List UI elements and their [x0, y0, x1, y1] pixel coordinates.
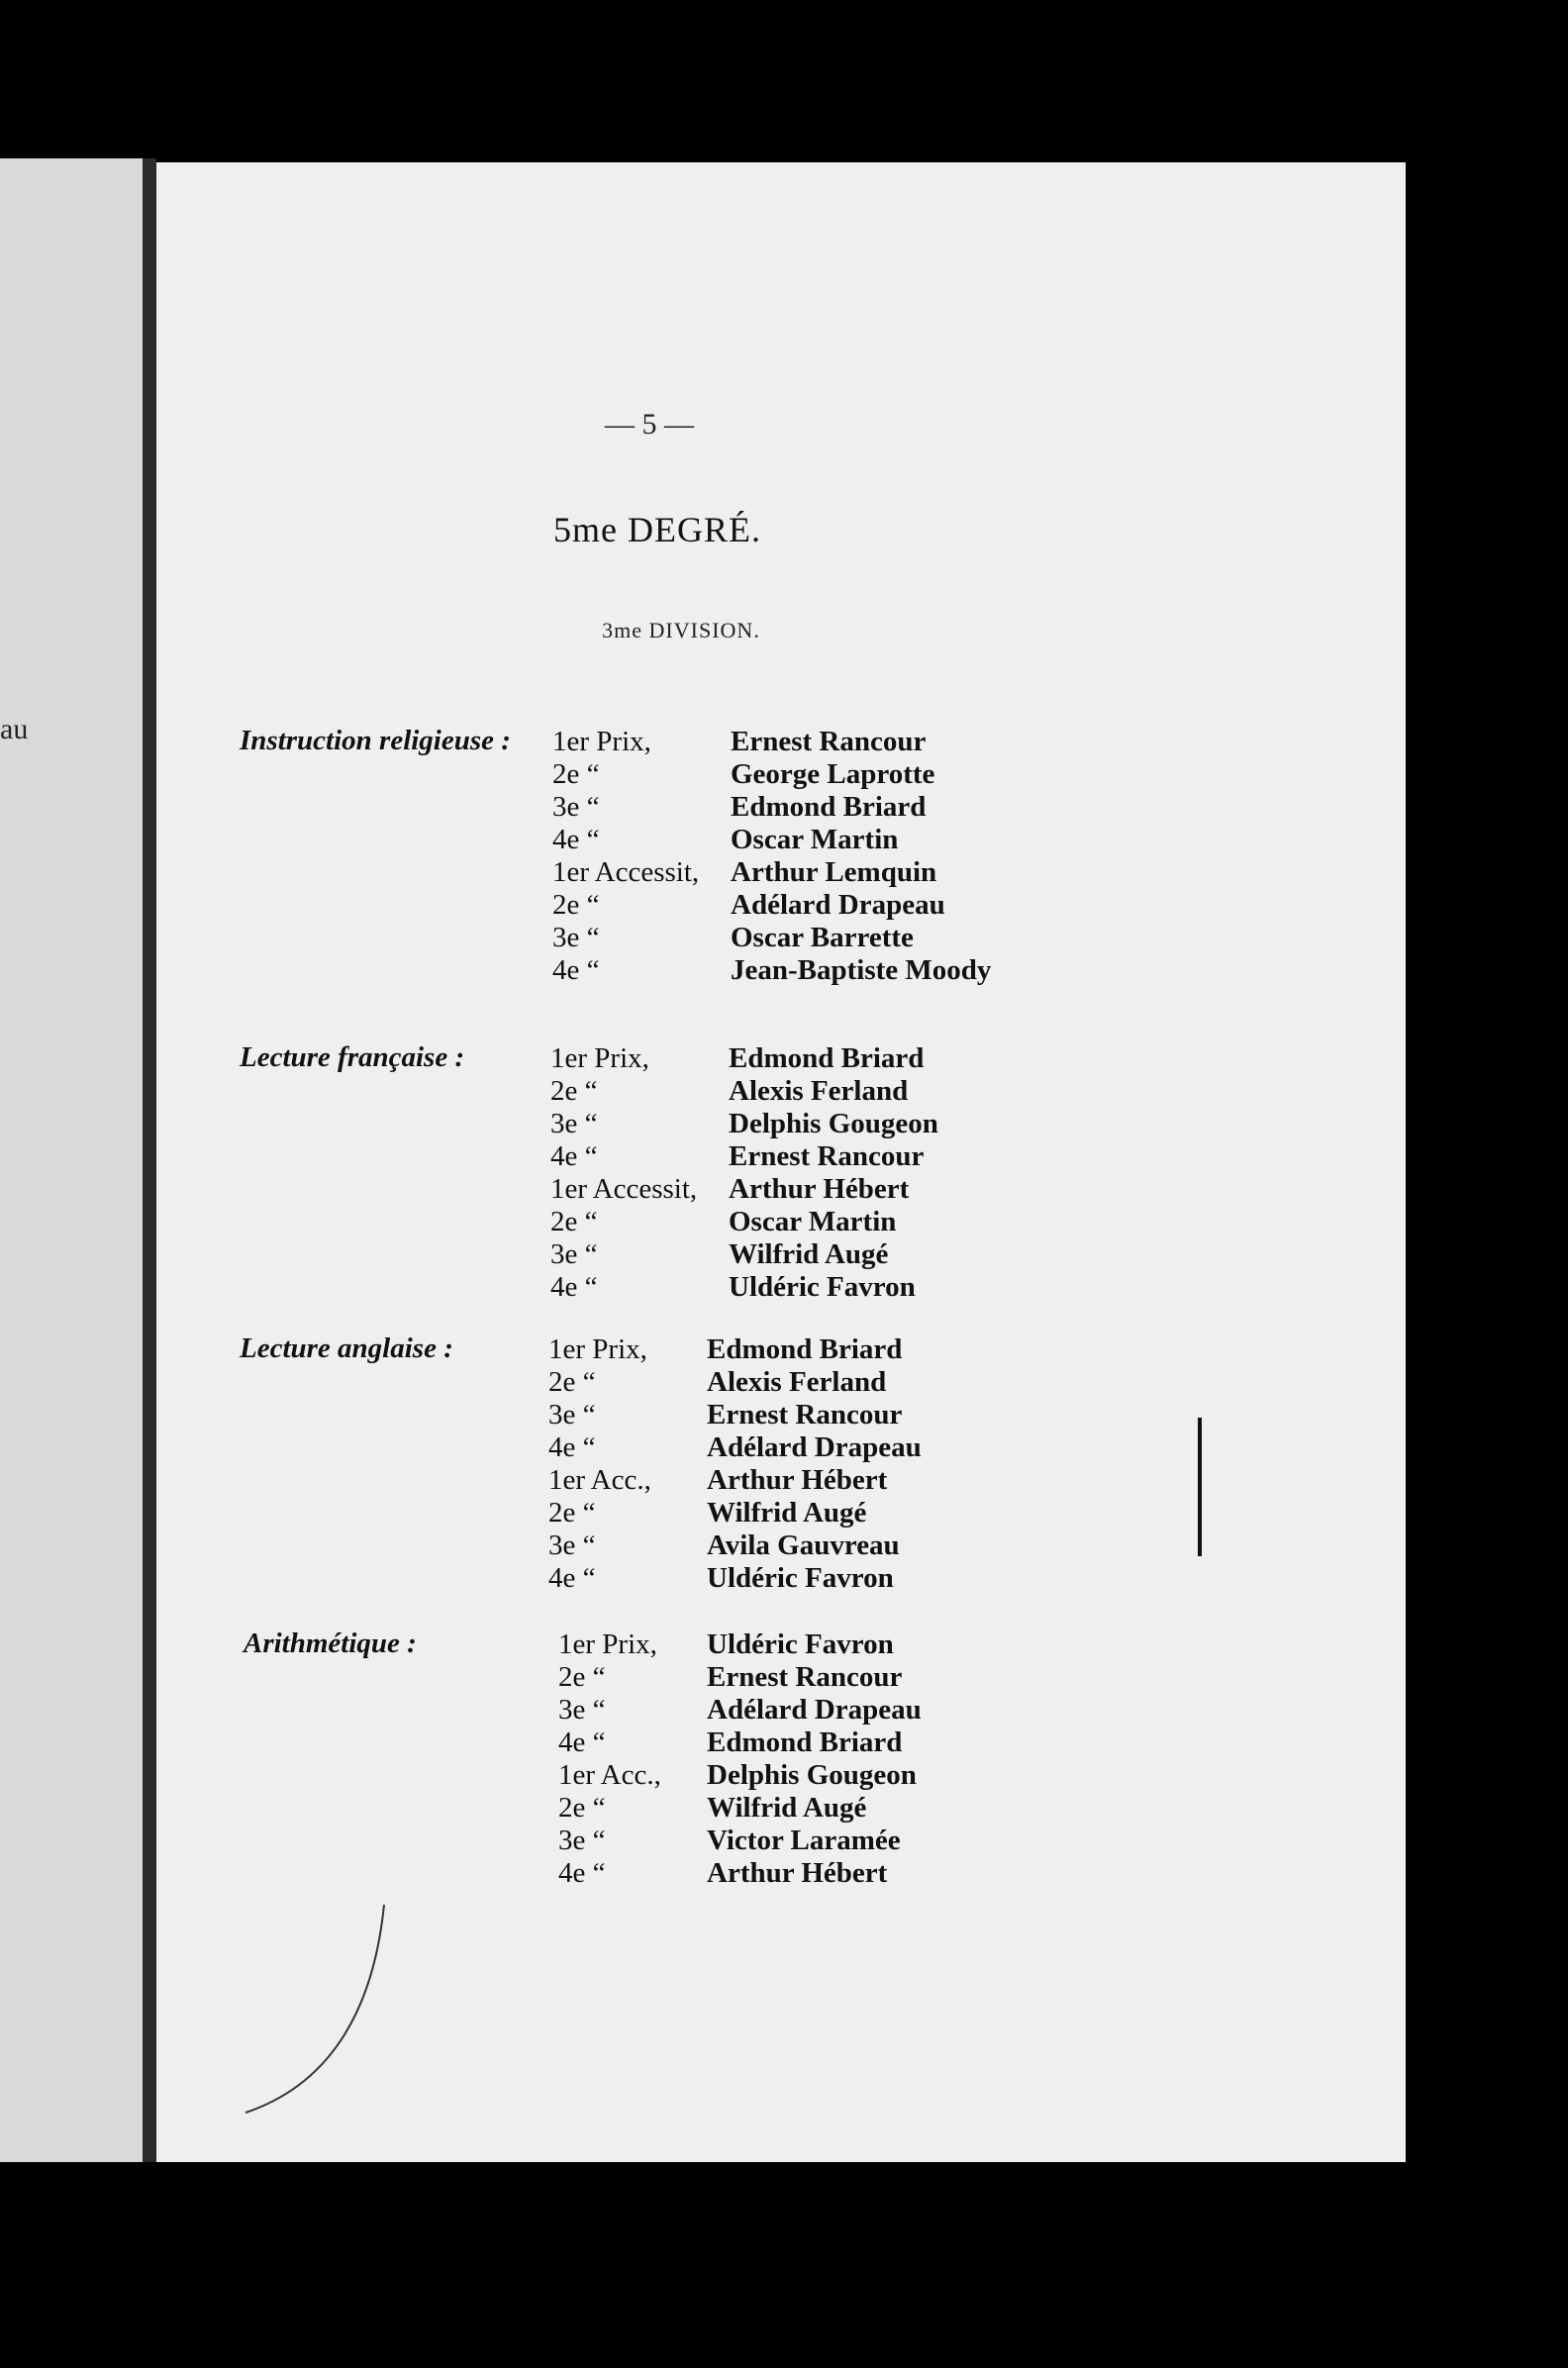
prize-rank: 3e “ — [550, 1108, 598, 1139]
degree-title: 5me DEGRÉ. — [553, 510, 761, 549]
section-title: Lecture anglaise : — [240, 1332, 453, 1364]
prize-rank: 3e “ — [558, 1694, 606, 1726]
prize-rank: 3e “ — [550, 1238, 598, 1270]
prize-rank: 2e “ — [550, 1206, 598, 1237]
prize-rank: 1er Prix, — [548, 1333, 647, 1365]
prize-rank: 2e “ — [558, 1661, 606, 1693]
prize-winner: Alexis Ferland — [707, 1366, 887, 1398]
prize-winner: Uldéric Favron — [707, 1628, 894, 1660]
prize-winner: Avila Gauvreau — [707, 1529, 900, 1561]
prize-rank: 4e “ — [558, 1857, 606, 1889]
prize-winner: Delphis Gougeon — [707, 1759, 917, 1791]
prize-rank: 2e “ — [548, 1366, 596, 1398]
prize-rank: 4e “ — [550, 1140, 598, 1172]
prize-winner: Ernest Rancour — [731, 726, 927, 757]
prize-winner: George Laprotte — [731, 758, 935, 790]
page-gutter — [143, 158, 156, 2162]
prize-winner: Wilfrid Augé — [707, 1497, 867, 1529]
prize-rank: 4e “ — [548, 1562, 596, 1594]
prize-winner: Arthur Hébert — [707, 1464, 888, 1496]
prize-winner: Arthur Hébert — [707, 1857, 888, 1889]
division-title: 3me DIVISION. — [602, 618, 760, 642]
prize-winner: Ernest Rancour — [729, 1140, 925, 1172]
section-title: Lecture française : — [240, 1041, 465, 1073]
prize-winner: Uldéric Favron — [729, 1271, 916, 1303]
prize-rank: 1er Accessit, — [550, 1173, 698, 1205]
prize-rank: 4e “ — [550, 1271, 598, 1303]
document-page — [156, 162, 1406, 2162]
prize-winner: Adélard Drapeau — [707, 1431, 922, 1463]
prize-rank: 1er Acc., — [548, 1464, 651, 1496]
prize-rank: 4e “ — [548, 1431, 596, 1463]
prize-winner: Oscar Barrette — [731, 922, 914, 953]
prize-winner: Edmond Briard — [707, 1333, 903, 1365]
prize-winner: Arthur Hébert — [729, 1173, 910, 1205]
prize-rank: 3e “ — [558, 1825, 606, 1856]
prize-winner: Edmond Briard — [729, 1042, 925, 1074]
prize-rank: 3e “ — [552, 791, 600, 823]
prize-rank: 2e “ — [552, 758, 600, 790]
prize-winner: Ernest Rancour — [707, 1661, 903, 1693]
prize-winner: Adélard Drapeau — [707, 1694, 922, 1726]
prize-winner: Adélard Drapeau — [731, 889, 945, 921]
prize-winner: Alexis Ferland — [729, 1075, 909, 1107]
prize-winner: Wilfrid Augé — [729, 1238, 889, 1270]
prize-winner: Edmond Briard — [731, 791, 927, 823]
prize-rank: 4e “ — [552, 824, 600, 855]
prize-rank: 3e “ — [548, 1399, 596, 1431]
scan-mark — [1198, 1418, 1202, 1556]
page-number: — 5 — — [605, 408, 694, 441]
prize-rank: 4e “ — [552, 954, 600, 986]
prize-rank: 3e “ — [552, 922, 600, 953]
prize-winner: Jean-Baptiste Moody — [731, 954, 992, 986]
prize-winner: Victor Laramée — [707, 1825, 901, 1856]
left-page-fragment: au — [0, 713, 29, 745]
prize-rank: 1er Accessit, — [552, 856, 700, 888]
prize-rank: 1er Prix, — [550, 1042, 649, 1074]
prize-rank: 2e “ — [552, 889, 600, 921]
prize-rank: 3e “ — [548, 1529, 596, 1561]
prize-winner: Arthur Lemquin — [731, 856, 937, 888]
prize-winner: Oscar Martin — [731, 824, 899, 855]
section-title: Instruction religieuse : — [240, 725, 511, 756]
prize-rank: 2e “ — [550, 1075, 598, 1107]
section-title: Arithmétique : — [244, 1628, 417, 1659]
prize-winner: Oscar Martin — [729, 1206, 897, 1237]
prize-rank: 2e “ — [558, 1792, 606, 1824]
prize-winner: Ernest Rancour — [707, 1399, 903, 1431]
prize-winner: Wilfrid Augé — [707, 1792, 867, 1824]
left-facing-page — [0, 158, 150, 2162]
prize-rank: 1er Prix, — [552, 726, 651, 757]
prize-rank: 4e “ — [558, 1727, 606, 1758]
prize-rank: 1er Acc., — [558, 1759, 661, 1791]
prize-winner: Edmond Briard — [707, 1727, 903, 1758]
pencil-stroke — [216, 1885, 552, 2182]
prize-rank: 2e “ — [548, 1497, 596, 1529]
prize-winner: Delphis Gougeon — [729, 1108, 938, 1139]
prize-winner: Uldéric Favron — [707, 1562, 894, 1594]
prize-rank: 1er Prix, — [558, 1628, 657, 1660]
